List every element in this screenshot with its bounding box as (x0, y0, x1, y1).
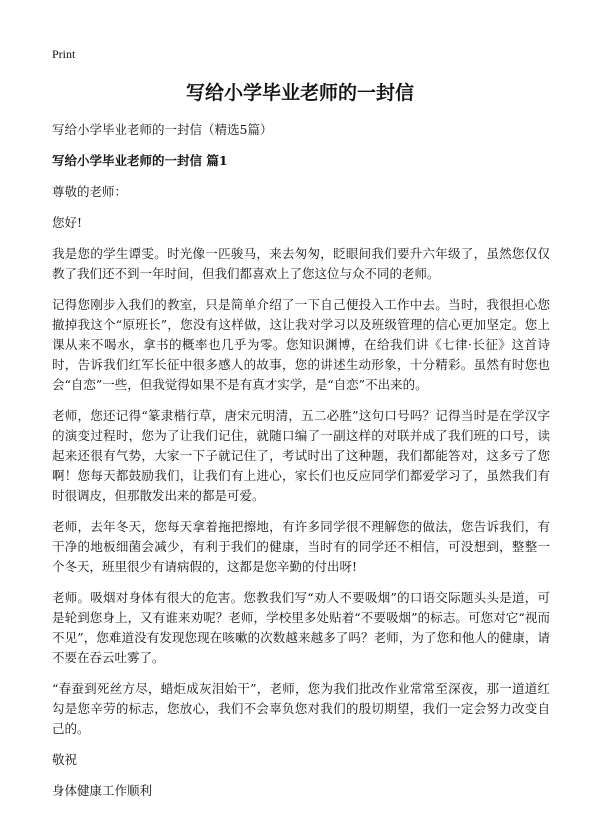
document-body (52, 120, 550, 812)
closing: 敬祝 (52, 752, 78, 767)
section-heading: 写给小学毕业老师的一封信 篇1 (52, 153, 228, 168)
paragraph: 老师，去年冬天，您每天拿着拖把擦地，有许多同学很不理解您的做法，您告诉我们，有干净的地板细菌会减少，有利于我们的健康，当时有的同学还不相信，可没想到，整整一个冬天，班里很少有请病假的，这都是您辛勤的付出呀! (52, 519, 550, 574)
paragraph: 老师，您还记得“篆隶楷行草，唐宋元明清，五二必胜”这句口号吗？记得当时是在学汉字的演变过程时，您为了让我们记住，就随口编了一副这样的对联并成了我们班的口号，读起来还很有气势，大家一下子就记住了，考试时出了这种题，我们都能答对，这多亏了您啊！您每天都鼓励我们，让我们有上进心，家长们也反应同学们都爱学习了，虽然我们有时很调皮，但那散发出来的都是可爱。 (52, 408, 550, 503)
salutation: 尊敬的老师： (52, 184, 128, 199)
paragraph: “春蚕到死丝方尽，蜡炬成灰泪始干”，老师，您为我们批改作业常常至深夜，那一道道红勾是您辛劳的标志，您放心，我们不会辜负您对我们的殷切期望，我们一定会努力改变自己的。 (52, 681, 550, 736)
paragraph: 记得您刚步入我们的教室，只是简单介绍了一下自己便投入工作中去。当时，我很担心您撤掉我这个“原班长”，您没有这样做，这让我对学习以及班级管理的信心更加坚定。您上课从来不喝水，拿书的概率也几乎为零。您知识渊博，在给我们讲《七律·长征》这首诗时，告诉我们红军长征中很多感人的故事，您的讲述生动形象，十分精彩。虽然有时您也会“自恋”一些，但我觉得如果不是有真才实学，是“自恋”不出来的。 (52, 297, 550, 392)
document-subtitle: 写给小学毕业老师的一封信（精选5篇） (52, 122, 273, 137)
greeting: 您好! (52, 215, 83, 230)
closing-wish: 身体健康工作顺利 (52, 783, 153, 798)
print-label: Print (52, 47, 76, 61)
document-title: 写给小学毕业老师的一封信 (185, 82, 414, 104)
paragraph: 老师。吸烟对身体有很大的危害。您教我们写“劝人不要吸烟”的口语交际题头头是道，可是轮到您身上，又有谁来劝呢？老师，学校里多处贴着“不要吸烟”的标志。可您对它“视而不见”，您难道没有发现您现在咳嗽的次数越来越多了吗？老师，为了您和他人的健康，请不要在吞云吐雾了。 (52, 590, 550, 665)
paragraph: 我是您的学生谭雯。时光像一匹骏马，来去匆匆，眨眼间我们要升六年级了，虽然您仅仅教了我们还不到一年时间，但我们都喜欢上了您这位与众不同的老师。 (52, 246, 550, 281)
